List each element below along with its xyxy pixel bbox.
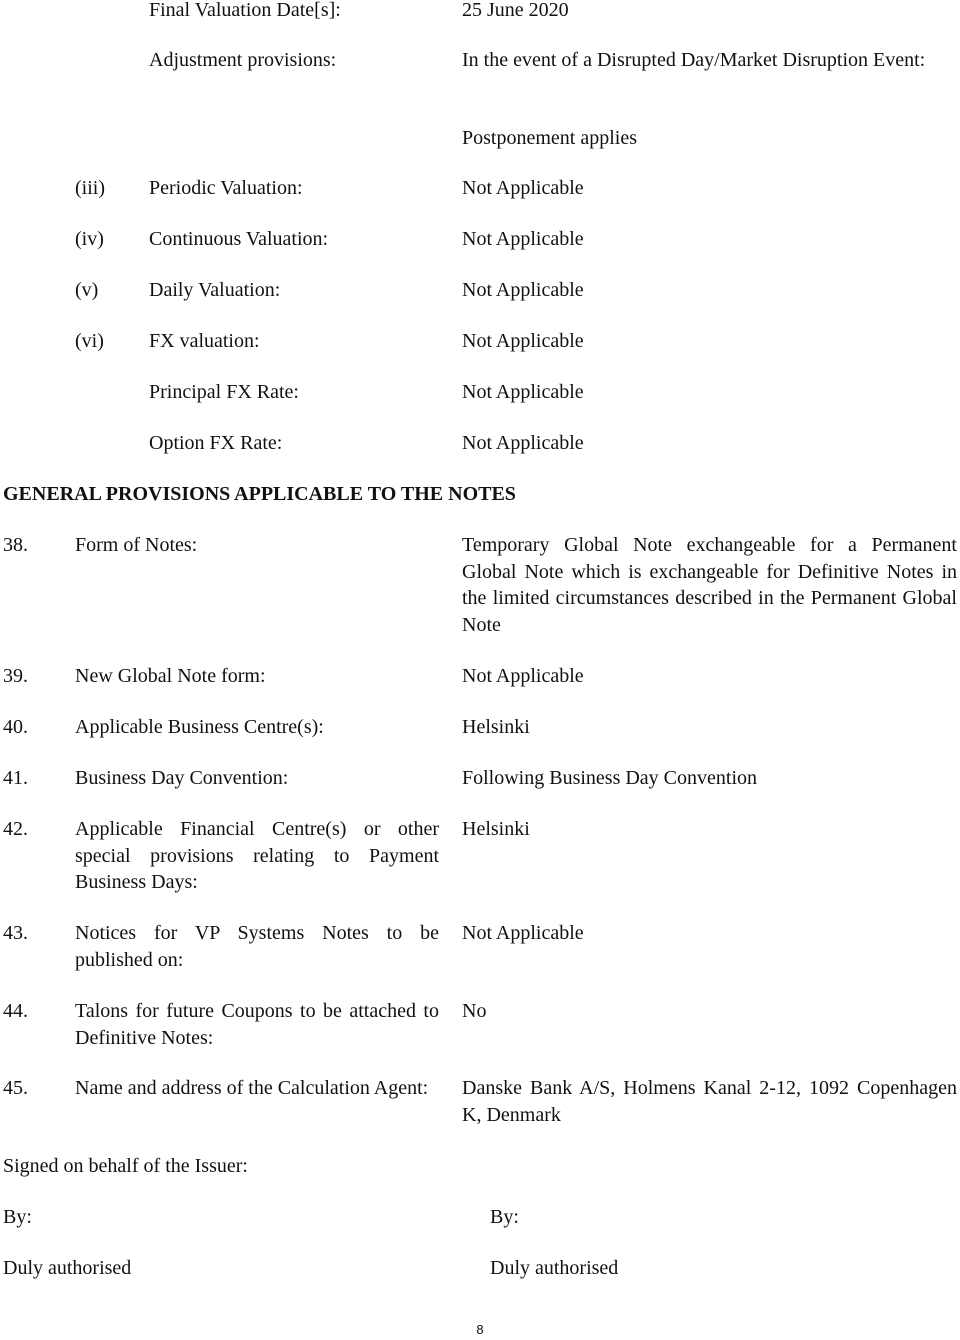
duly-authorised-right: Duly authorised <box>490 1257 619 1279</box>
item-value: Helsinki <box>462 818 530 840</box>
item-value: Not Applicable <box>462 665 584 687</box>
valuation-row-label: FX valuation: <box>149 330 260 352</box>
item-number: 44. <box>3 1000 28 1022</box>
item-label: Notices for VP Systems Notes to be published on: <box>75 922 439 971</box>
item-number: 38. <box>3 534 28 556</box>
adjustment-provisions-label: Adjustment provisions: <box>149 49 337 71</box>
duly-authorised-left: Duly authorised <box>3 1257 132 1279</box>
valuation-row-value: Not Applicable <box>462 177 584 199</box>
item-label: Form of Notes: <box>75 534 198 556</box>
option-fx-rate-value: Not Applicable <box>462 432 584 454</box>
signed-on-behalf: Signed on behalf of the Issuer: <box>3 1155 248 1177</box>
valuation-row-value: Not Applicable <box>462 330 584 352</box>
item-value: Following Business Day Convention <box>462 767 758 789</box>
final-valuation-dates-value: 25 June 2020 <box>462 0 569 21</box>
postponement-value: Postponement applies <box>462 127 637 149</box>
item-label: Applicable Business Centre(s): <box>75 716 324 738</box>
valuation-row-label: Continuous Valuation: <box>149 228 329 250</box>
item-label: Applicable Financial Centre(s) or other special provisions relating to Payment Business Days: <box>75 818 439 893</box>
item-number: 41. <box>3 767 28 789</box>
valuation-row-number: (iii) <box>75 177 105 199</box>
by-label-right: By: <box>490 1206 519 1228</box>
item-label: Name and address of the Calculation Agent: <box>75 1077 429 1099</box>
item-number: 43. <box>3 922 28 944</box>
valuation-row-label: Daily Valuation: <box>149 279 281 301</box>
adjustment-provisions-value: In the event of a Disrupted Day/Market Disruption Event: <box>462 49 926 71</box>
item-value: Danske Bank A/S, Holmens Kanal 2-12, 1092 Copenhagen K, Denmark <box>462 1077 957 1126</box>
item-value: Temporary Global Note exchangeable for a Permanent Global Note which is exchangeable for Definitive Notes in the limited circumstances described in the Permanent Global Note <box>462 534 957 636</box>
page-number: 8 <box>476 1322 484 1337</box>
final-valuation-dates-label: Final Valuation Date[s]: <box>149 0 341 21</box>
item-value: No <box>462 1000 487 1022</box>
valuation-row-value: Not Applicable <box>462 228 584 250</box>
item-value: Not Applicable <box>462 922 584 944</box>
valuation-row-value: Not Applicable <box>462 279 584 301</box>
valuation-row-number: (v) <box>75 279 99 301</box>
item-number: 42. <box>3 818 28 840</box>
by-label-left: By: <box>3 1206 32 1228</box>
section-heading: GENERAL PROVISIONS APPLICABLE TO THE NOTES <box>3 483 516 505</box>
item-number: 40. <box>3 716 28 738</box>
item-label: Business Day Convention: <box>75 767 289 789</box>
item-number: 45. <box>3 1077 28 1099</box>
item-number: 39. <box>3 665 28 687</box>
item-label: New Global Note form: <box>75 665 266 687</box>
principal-fx-rate-label: Principal FX Rate: <box>149 381 299 403</box>
valuation-row-number: (vi) <box>75 330 104 352</box>
option-fx-rate-label: Option FX Rate: <box>149 432 283 454</box>
item-value: Helsinki <box>462 716 530 738</box>
item-label: Talons for future Coupons to be attached to Definitive Notes: <box>75 1000 439 1049</box>
valuation-row-label: Periodic Valuation: <box>149 177 303 199</box>
valuation-row-number: (iv) <box>75 228 104 250</box>
principal-fx-rate-value: Not Applicable <box>462 381 584 403</box>
